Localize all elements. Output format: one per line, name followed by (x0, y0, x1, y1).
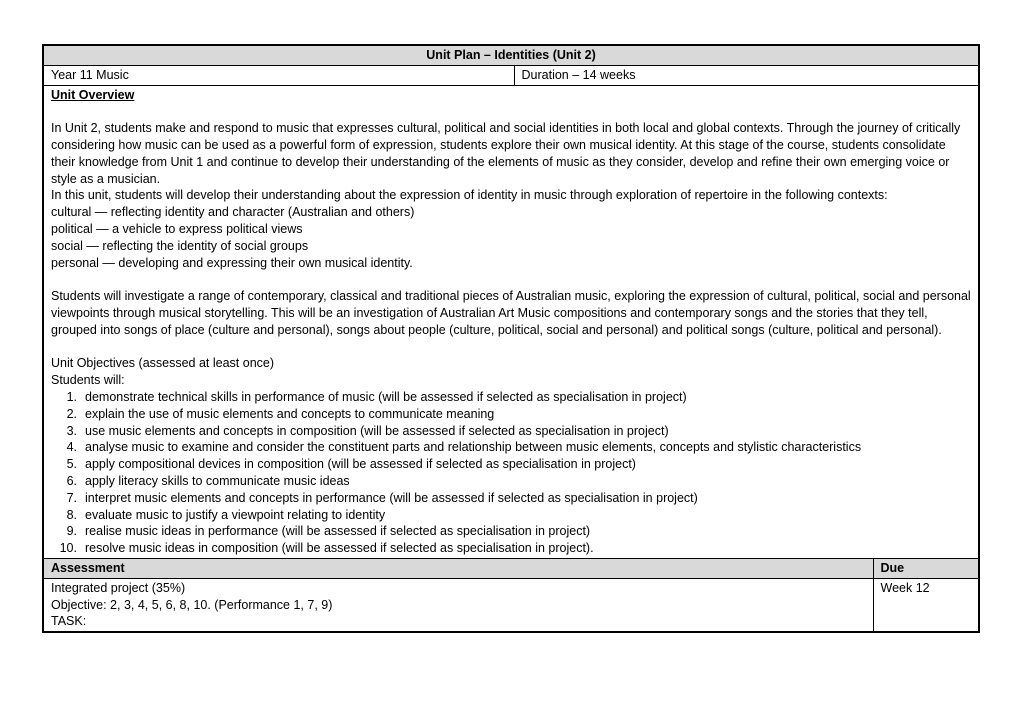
overview-cell (43, 85, 979, 558)
objective-item: use music elements and concepts in composition (will be assessed if selected as specialisation in project) (85, 423, 669, 438)
overview-heading: Unit Overview (51, 87, 135, 102)
overview-intro-paragraph: In Unit 2, students make and respond to music that expresses cultural, political and social identities in both local and global contexts. Through the journey of critically considering how music can be used as a powerful form of expression, students explore their own musical identity. At this stage of the course, students consolidate their knowledge from Unit 1 and continue to develop their understanding of the elements of music as they consider, develop and refine their own emerging voice or style as a musician. (51, 121, 961, 186)
context-line-cultural: cultural — reflecting identity and character (Australian and others) (51, 205, 415, 220)
objective-item: interpret music elements and concepts in performance (will be assessed if selected as specialisation in project) (85, 490, 698, 505)
objective-item: analyse music to examine and consider the constituent parts and relationship between music elements, concepts and stylistic characteristics (85, 440, 862, 455)
context-line-social: social — reflecting the identity of social groups (51, 238, 309, 253)
due-value-cell: Week 12 (873, 578, 979, 632)
course-duration-row (43, 65, 979, 85)
course-cell: Year 11 Music (43, 65, 514, 85)
investigation-paragraph: Students will investigate a range of contemporary, classical and traditional pieces of Australian music, exploring the expression of cultural, political, social and personal viewpoints through musical storytelling. This will be an investigation of Australian Art Music compositions and contemporary songs and the stories that they tell, grouped into songs of place (culture and personal), songs about people (culture, political, social and personal) and political songs (culture, political and personal). (51, 289, 971, 337)
context-line-political: political — a vehicle to express political views (51, 221, 303, 236)
objectives-lead: Students will: (51, 373, 125, 388)
assessment-task-cell (43, 578, 873, 632)
blank-line (51, 271, 971, 288)
assessment-heading: Assessment (43, 558, 873, 578)
assessment-task-line: Integrated project (35%) (51, 580, 186, 595)
blank-line (51, 339, 971, 356)
duration-cell: Duration – 14 weeks (514, 65, 979, 85)
objective-item: explain the use of music elements and concepts to communicate meaning (85, 406, 495, 421)
objective-item: realise music ideas in performance (will be assessed if selected as specialisation in project) (85, 524, 591, 539)
overview-row (43, 85, 979, 558)
assessment-task-line: TASK: (51, 614, 87, 629)
objective-item: resolve music ideas in composition (will be assessed if selected as specialisation in project). (85, 541, 594, 556)
context-line-personal: personal — developing and expressing their own musical identity. (51, 255, 413, 270)
objectives-list (51, 389, 971, 557)
objective-item: evaluate music to justify a viewpoint relating to identity (85, 507, 386, 522)
objective-item: demonstrate technical skills in performance of music (will be assessed if selected as specialisation in project) (85, 389, 687, 404)
title-row (43, 45, 979, 65)
assessment-header-row (43, 558, 979, 578)
unit-plan-table (42, 44, 980, 633)
objective-item: apply compositional devices in composition (will be assessed if selected as specialisation in project) (85, 457, 636, 472)
due-heading: Due (873, 558, 979, 578)
blank-line (51, 103, 971, 120)
assessment-task-line: Objective: 2, 3, 4, 5, 6, 8, 10. (Performance 1, 7, 9) (51, 597, 333, 612)
assessment-body-row (43, 578, 979, 632)
objective-item: apply literacy skills to communicate music ideas (85, 473, 350, 488)
contexts-intro: In this unit, students will develop their understanding about the expression of identity in music through exploration of repertoire in the following contexts: (51, 188, 888, 203)
document-title: Unit Plan – Identities (Unit 2) (43, 45, 979, 65)
objectives-heading: Unit Objectives (assessed at least once) (51, 356, 275, 371)
